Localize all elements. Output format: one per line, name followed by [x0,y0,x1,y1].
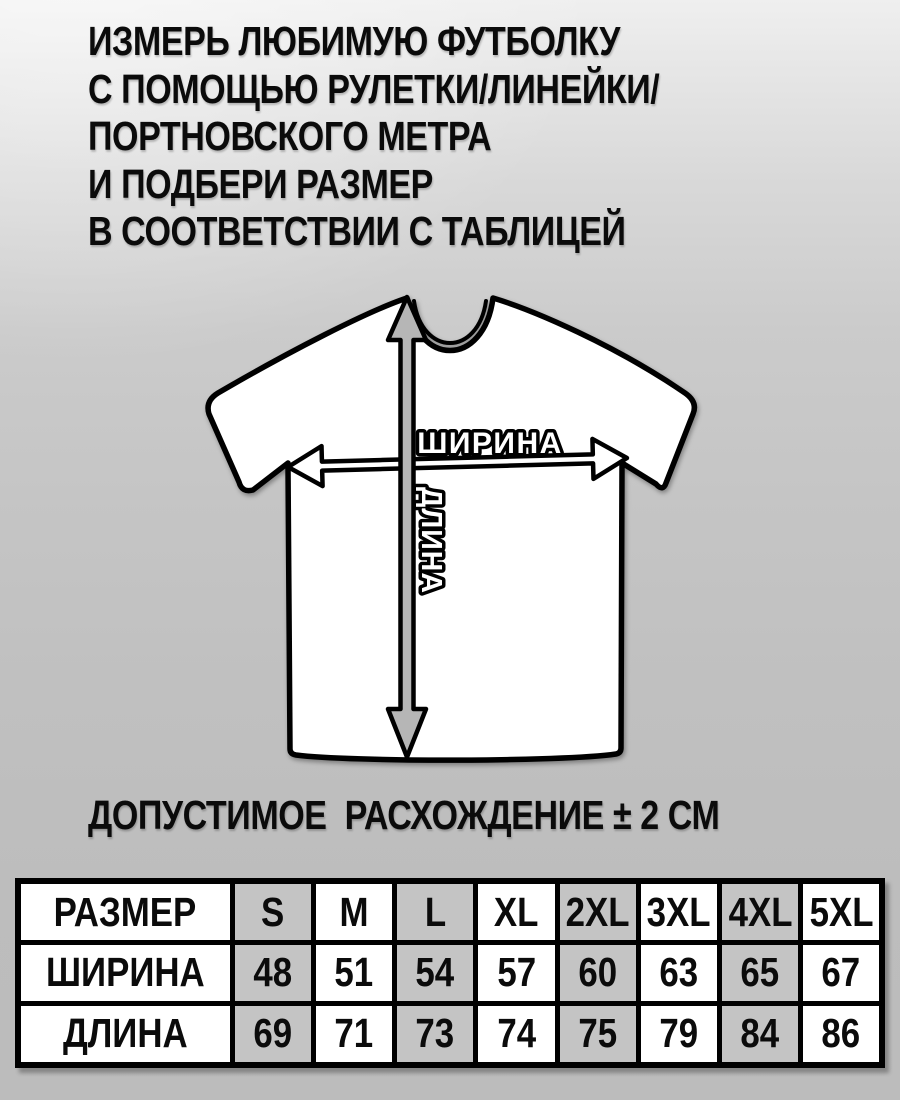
instructions-line: ИЗМЕРЬ ЛЮБИМУЮ ФУТБОЛКУ [88,18,621,64]
table-cell: 79 [638,1003,719,1065]
instructions-line: В СООТВЕТСТВИИ С ТАБЛИЦЕЙ [88,208,626,254]
header-cell: S [232,881,313,943]
header-cell: 5XL [801,881,882,943]
table-cell: 74 [476,1003,557,1065]
header-cell-size: РАЗМЕР [18,881,232,943]
header-cell: M [313,881,394,943]
header-cell: 2XL [557,881,638,943]
table-cell: 63 [638,943,719,1004]
header-cell: 4XL [720,881,801,943]
instructions-line: ПОРТНОВСКОГО МЕТРА [88,113,492,159]
instructions-line: И ПОДБЕРИ РАЗМЕР [88,160,433,207]
header-cell: 3XL [638,881,719,943]
tshirt-diagram [190,285,710,775]
width-label: ШИРИНА [417,427,563,460]
table-cell: 75 [557,1003,638,1065]
table-cell: 71 [313,1003,394,1065]
table-row-width [18,943,882,1004]
table-cell: 65 [720,943,801,1004]
instructions-line: С ПОМОЩЬЮ РУЛЕТКИ/ЛИНЕЙКИ/ [88,65,660,112]
table-cell: 67 [801,943,882,1004]
table-cell: 51 [313,943,394,1004]
instructions-text [88,18,659,256]
table-cell: 73 [395,1003,476,1065]
table-cell: 48 [232,943,313,1004]
length-label: ДЛИНА [415,487,447,594]
header-cell: XL [476,881,557,943]
tshirt-diagram-svg [190,285,710,775]
table-cell: 86 [801,1003,882,1065]
table-cell: 57 [476,943,557,1004]
table-cell: 84 [720,1003,801,1065]
table-cell: 69 [232,1003,313,1065]
size-table [15,878,885,1068]
row-label-cell: ШИРИНА [18,943,232,1004]
row-label-cell: ДЛИНА [18,1003,232,1065]
table-cell: 60 [557,943,638,1004]
tshirt-outline [208,298,694,760]
tolerance-note: ДОПУСТИМОЕ РАСХОЖДЕНИЕ ± 2 СМ [88,792,720,838]
table-row-length [18,1003,882,1065]
header-cell: L [395,881,476,943]
table-cell: 54 [395,943,476,1004]
table-header-row [18,881,882,943]
